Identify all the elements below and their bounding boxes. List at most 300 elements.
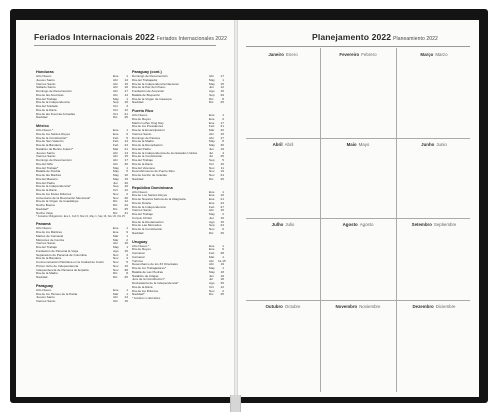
holiday-month: Feb: [209, 204, 215, 209]
holiday-day: 12: [220, 284, 224, 289]
holiday-name: Año Nuevo: [36, 75, 52, 78]
holiday-row: [132, 101, 224, 105]
holiday-name: Jueves Santo: [36, 296, 55, 300]
holiday-name: Día de Las Mercedes: [132, 224, 162, 228]
holiday-month: Ene: [113, 74, 119, 78]
month-cell-label[interactable]: [246, 304, 320, 309]
holiday-month: Ago: [209, 281, 215, 285]
holiday-day: 27: [220, 204, 224, 209]
holiday-row: [36, 116, 128, 120]
holiday-day: 1: [126, 245, 128, 250]
holiday-day: 1: [222, 189, 224, 194]
holiday-month: Nov: [209, 173, 215, 177]
holiday-name: Conmemoración Patriótica en la Ciudad de Colón: [36, 261, 104, 265]
holiday-day: 1: [126, 287, 128, 292]
month-name-es: Octubre: [284, 304, 301, 309]
holiday-name: Año Nuevo: [132, 190, 148, 194]
country-heading: Panamá: [36, 222, 51, 227]
holiday-month: Dic: [113, 115, 118, 120]
holiday-name: Día del Trabajador: [132, 78, 158, 82]
holiday-day: 18: [220, 269, 224, 274]
holiday-name: Jura de la Constitución*: [132, 278, 165, 282]
holiday-day: 24: [124, 203, 128, 207]
month-name-es: Noviembre: [359, 304, 381, 309]
holiday-name: Viernes Santo: [132, 132, 152, 136]
holiday-month: Dic: [113, 206, 118, 211]
holiday-name: Día de la Constitución*: [36, 136, 68, 140]
holiday-name: Viernes Santo: [36, 155, 56, 159]
holiday-day: 25: [124, 115, 128, 120]
holiday-month: Ago: [113, 248, 119, 253]
holiday-day: 5: [222, 158, 224, 162]
holiday-month: May: [209, 139, 215, 144]
grid-divider: [246, 218, 470, 219]
holiday-month: Abr: [113, 158, 118, 162]
holiday-month: Ene: [209, 243, 215, 248]
title-rule: [246, 46, 470, 47]
holiday-month: Nov: [113, 195, 119, 200]
holiday-name: Jueves Santo: [36, 78, 55, 82]
holiday-month: Ene: [209, 120, 215, 125]
holiday-month: Mar: [209, 254, 215, 259]
holiday-month: Ene: [113, 287, 119, 292]
holiday-name: Navidad: [36, 276, 48, 280]
holiday-month: Nov: [209, 169, 215, 174]
holiday-name: Día de la Restauración: [132, 220, 164, 224]
holiday-day: 6: [126, 131, 128, 136]
holiday-month: Oct: [113, 104, 118, 108]
holiday-day: 15: [124, 299, 128, 304]
month-name-es: Febrero: [361, 52, 377, 57]
holiday-day: 28: [220, 251, 224, 255]
holiday-month: Nov: [113, 256, 119, 261]
grid-divider: [246, 300, 470, 301]
holiday-name: Domingo de Resurrección: [132, 75, 168, 78]
holiday-month: Ene: [209, 189, 215, 194]
holiday-month: Ene: [113, 230, 119, 235]
holiday-name: Día de la Independencia de los Estados Unidos: [132, 151, 198, 155]
holiday-day: 19: [220, 273, 224, 278]
month-cell-label[interactable]: [320, 142, 396, 147]
holiday-day: 1: [126, 233, 128, 238]
country-heading: Paraguay (cont.): [132, 70, 162, 74]
holiday-name: Separación de Panamá de Colombia: [36, 253, 87, 257]
holiday-name: Día de la Independencia*: [36, 185, 71, 189]
holiday-day: 16: [220, 215, 224, 220]
holiday-month: Sep: [113, 184, 119, 189]
holiday-day: 24: [220, 200, 224, 205]
holiday-day: 20: [124, 180, 128, 185]
holiday-day: 15: [124, 81, 128, 86]
holiday-month: Abr: [113, 81, 118, 86]
holiday-month: Abr: [113, 241, 118, 246]
holiday-day: 15: [124, 154, 128, 159]
holiday-name: Año Nuevo *: [132, 244, 150, 248]
holiday-month: Feb: [209, 251, 215, 255]
holiday-name: Batalla de Boquerón: [132, 93, 161, 97]
holiday-day: 1: [222, 243, 224, 248]
month-name-pt: Fevereiro: [339, 52, 360, 57]
holiday-name: Viernes Santo: [36, 300, 56, 304]
title-rule: [34, 45, 216, 46]
holiday-name: Navidad*: [132, 293, 145, 297]
holiday-month: Abr: [209, 131, 214, 136]
holiday-month: May: [209, 266, 215, 270]
holiday-day: 17: [124, 89, 128, 93]
holiday-day: 22: [220, 128, 224, 132]
holiday-day: 9: [126, 230, 128, 235]
holiday-day: 5: [126, 260, 128, 265]
holiday-month: Dic: [209, 100, 214, 105]
holiday-day: 21: [124, 111, 128, 116]
holiday-name: Día de las Fuerzas Armadas: [36, 112, 76, 116]
holiday-day: 14: [124, 150, 128, 155]
holiday-name: Día del Trabajo*: [36, 166, 59, 170]
holiday-month: Sep: [209, 158, 215, 162]
holiday-month: Ene: [209, 200, 215, 205]
holiday-day: 1: [222, 254, 224, 259]
month-name-es: Mayo: [358, 142, 370, 147]
holiday-day: 21: [124, 146, 128, 151]
holiday-name: Jueves Santo: [36, 151, 55, 155]
holiday-month: Ene: [209, 247, 215, 252]
month-cell-label[interactable]: [320, 222, 396, 227]
month-name-es: Abril: [284, 142, 294, 147]
holiday-day: 21: [220, 124, 224, 129]
holiday-day: 12: [124, 107, 128, 112]
holiday-day: 15: [220, 208, 224, 213]
month-name-es: Agosto: [359, 222, 374, 227]
country-heading: República Dominicana: [132, 185, 173, 190]
holiday-name: Domingo de Resurrección: [36, 90, 72, 93]
holiday-month: Ago: [209, 89, 215, 93]
month-name-es: Marzo: [435, 52, 448, 57]
holiday-name: Día de la Constitución: [132, 228, 163, 231]
holiday-name: Día de los Fieles Difuntos: [36, 192, 72, 196]
holiday-month: Nov: [113, 267, 119, 272]
holiday-name: Domingo de Resurrección: [36, 159, 72, 162]
holiday-name: Miércoles de Ceniza: [36, 238, 65, 242]
holiday-day: 25: [220, 100, 224, 105]
page-title-right: [312, 32, 438, 42]
holiday-day: 10: [220, 193, 224, 198]
grid-divider: [320, 48, 321, 392]
holiday-month: May: [113, 165, 119, 170]
holiday-month: Ene: [209, 197, 215, 201]
holiday-day: 20: [124, 195, 128, 200]
month-cell-label[interactable]: [396, 52, 472, 57]
holiday-name: Navidad: [132, 177, 144, 181]
holiday-day: 17: [220, 135, 224, 140]
holiday-day: 5: [126, 135, 128, 140]
holiday-name: Año Nuevo: [132, 114, 148, 117]
holiday-day: 15: [220, 131, 224, 136]
holiday-name: Corpus Christi: [132, 216, 152, 220]
page-title-left: [34, 32, 227, 42]
holiday-name: Día de la Madre: [132, 140, 155, 144]
holiday-name: Día de la Paz del Chaco: [132, 86, 166, 90]
holiday-name: Primer Grito de Independencia: [36, 264, 79, 268]
holiday-day: 4: [222, 150, 224, 155]
holiday-month: Abr: [113, 161, 118, 166]
holiday-name: Día de la Constitución: [132, 155, 163, 159]
holiday-month: Abr: [113, 89, 118, 93]
holiday-name: Desembarco de los 33 Orientales: [132, 263, 178, 267]
holiday-name: Día de la Recordación: [132, 144, 163, 147]
holiday-month: Dic: [113, 275, 118, 280]
holiday-day: 1: [222, 266, 224, 270]
holiday-day: 4: [126, 256, 128, 261]
holiday-month: Ene: [209, 116, 215, 121]
holiday-day: 8: [222, 96, 224, 101]
month-cell-label[interactable]: [246, 222, 320, 227]
holiday-day: 6: [222, 227, 224, 231]
holiday-day: 25: [220, 281, 224, 285]
holiday-name: Carnaval: [132, 252, 145, 255]
holiday-month: Dic: [113, 199, 118, 204]
holiday-name: Aniversario de la Revolución Mexicana*: [36, 196, 91, 200]
holiday-month: Abr: [113, 92, 118, 97]
title-text: Planejamento 2022: [312, 32, 392, 42]
holiday-day: 17: [220, 74, 224, 78]
holiday-month: Nov: [209, 165, 215, 170]
month-cell-label[interactable]: [396, 142, 472, 147]
holiday-name: Día de los Mártires: [36, 231, 62, 235]
holiday-day: 12: [124, 199, 128, 204]
holiday-month: Ene: [209, 113, 215, 117]
holiday-row: [132, 178, 224, 182]
holiday-name: Día de la Raza: [36, 189, 57, 192]
holiday-name: Viernes Santo: [132, 209, 152, 213]
month-name-pt: Novembro: [335, 304, 358, 309]
holiday-month: Feb: [113, 139, 119, 144]
holiday-day: 17: [220, 120, 224, 125]
page-left: [16, 20, 234, 397]
holiday-name: Año Nuevo: [36, 227, 52, 231]
holiday-day: 8: [126, 271, 128, 276]
holiday-row: [36, 276, 128, 280]
holiday-note: * Feriados no laborables.: [132, 297, 161, 300]
holiday-day: 15: [124, 100, 128, 105]
holiday-month: May: [113, 176, 119, 181]
holiday-name: Viernes Santo: [36, 82, 56, 86]
holiday-name: Navidad*: [36, 207, 49, 211]
holiday-day: 12: [124, 188, 128, 192]
holiday-month: Abr: [209, 74, 214, 78]
holiday-day: 25: [124, 275, 128, 280]
holiday-day: 1: [126, 165, 128, 170]
holiday-row: [132, 232, 224, 236]
holiday-day: 15: [220, 81, 224, 86]
holiday-day: 12: [220, 85, 224, 90]
holiday-day: 6: [222, 247, 224, 252]
holiday-day: 14: [124, 77, 128, 82]
holiday-month: Ago: [209, 219, 215, 224]
holiday-month: Jun: [209, 273, 214, 278]
month-cell-label[interactable]: [246, 142, 320, 147]
holiday-name: Día de los Héroes de la Patria: [36, 292, 78, 296]
holiday-day: 3: [126, 252, 128, 257]
title-text: Feriados Internacionais 2022: [34, 32, 155, 42]
holiday-name: Día de Reyes: [132, 117, 151, 121]
holiday-month: Jun: [209, 215, 214, 220]
holiday-day: 15: [124, 248, 128, 253]
holiday-day: 15: [220, 219, 224, 224]
holiday-name: Día de la Raza: [132, 162, 153, 166]
subtitle-text: Planeamiento 2022: [393, 36, 438, 42]
holiday-day: 5: [126, 169, 128, 174]
holiday-day: 15: [124, 176, 128, 181]
holiday-day: 19: [220, 146, 224, 151]
holiday-day: 11-15: [218, 258, 226, 263]
holiday-name: Independencia de Panamá de España: [36, 268, 89, 272]
holiday-day: 19: [220, 169, 224, 174]
month-name-pt: Agosto: [342, 222, 358, 227]
holiday-day: 1: [126, 128, 128, 132]
holiday-month: Ene: [113, 128, 119, 132]
holiday-day: 24: [220, 173, 224, 177]
holiday-name: Día de las Américas: [36, 93, 64, 97]
holiday-month: Ene: [113, 226, 119, 231]
month-name-es: Diciembre: [435, 304, 456, 309]
holiday-name: Día del Padre: [36, 181, 55, 185]
month-name-pt: Maio: [346, 142, 357, 147]
holiday-month: Nov: [113, 260, 119, 265]
holiday-month: Jun: [209, 146, 214, 151]
holiday-day: 1: [126, 226, 128, 231]
holiday-day: 16: [124, 85, 128, 90]
holiday-month: Feb: [113, 135, 119, 140]
holiday-month: Abr: [113, 154, 118, 159]
holiday-name: Sábado Santo: [36, 86, 56, 90]
month-cell-label[interactable]: [246, 52, 320, 57]
month-cell-label[interactable]: [396, 304, 472, 309]
holiday-name: Descubrimiento de Puerto Rico: [132, 170, 175, 174]
holiday-day: 19: [220, 262, 224, 267]
holiday-month: Jul: [209, 150, 213, 155]
holiday-name: Día de la Independencia: [132, 205, 166, 209]
holiday-name: Día de Los Santos Reyes: [132, 194, 168, 198]
holiday-name: Declaratoria de la Independencia*: [132, 282, 179, 285]
holiday-day: 14: [124, 92, 128, 97]
holiday-day: 28: [124, 267, 128, 272]
holiday-month: Nov: [209, 288, 215, 293]
month-name-pt: Setembro: [411, 222, 432, 227]
holiday-name: Día del Trabajo: [36, 246, 57, 250]
holiday-name: Día de Reyes: [132, 248, 151, 252]
grid-divider: [396, 48, 397, 392]
month-name-pt: Março: [420, 52, 434, 57]
holiday-row: [36, 300, 128, 304]
holiday-day: 2: [126, 191, 128, 196]
month-cell-label[interactable]: [320, 52, 396, 57]
holiday-day: 14: [124, 139, 128, 144]
holiday-month: Jul: [209, 277, 213, 282]
holiday-name: Día del Niño: [36, 162, 54, 166]
holiday-column-2: [132, 70, 224, 300]
holiday-day: 11: [220, 165, 224, 170]
holiday-name: Navidad: [36, 116, 48, 120]
holiday-month: Sep: [209, 92, 215, 97]
holiday-month: Abr: [113, 299, 118, 304]
holiday-month: May: [209, 81, 215, 86]
holiday-name: Viernes Santo: [36, 242, 56, 246]
holiday-month: Abr: [113, 85, 118, 90]
country-heading: Honduras: [36, 70, 54, 74]
holiday-day: 1: [126, 291, 128, 296]
holiday-name: Día de las Madres: [36, 174, 62, 177]
holiday-month: Oct: [209, 161, 214, 166]
holiday-month: Oct: [113, 107, 118, 112]
holiday-name: Batalla de Las Piedras: [132, 270, 163, 274]
holiday-name: Batalla de Puebla: [36, 170, 61, 174]
bookmark-ribbon[interactable]: [230, 395, 241, 412]
holiday-name: Día de Acción de Gracias: [132, 174, 167, 177]
holiday-day: 2: [222, 212, 224, 216]
holiday-name: Día de Nuestra Señora de la Altagracia: [132, 198, 186, 201]
holiday-day: 25: [220, 230, 224, 235]
month-name-pt: Julho: [271, 222, 284, 227]
holiday-day: 24: [220, 223, 224, 228]
holiday-day: 10: [124, 263, 128, 268]
country-heading: México: [36, 124, 49, 128]
holiday-month: Sep: [209, 223, 215, 228]
holiday-month: Dic: [113, 271, 118, 276]
holiday-month: Mar: [113, 146, 119, 151]
month-name-es: Junio: [436, 142, 447, 147]
holiday-name: Martes de Carnaval: [36, 234, 63, 238]
holiday-name: Año Nuevo *: [36, 129, 54, 132]
holiday-month: Abr: [209, 135, 214, 140]
holiday-name: Carnaval: [132, 255, 145, 259]
holiday-name: Día de la Raza: [132, 285, 153, 289]
holiday-month: May: [113, 245, 119, 250]
holiday-day: 25: [220, 176, 224, 181]
holiday-month: Abr: [113, 150, 118, 155]
holiday-month: Abr: [209, 208, 214, 213]
holiday-day: 15: [124, 241, 128, 246]
month-name-pt: Abril: [272, 142, 283, 147]
month-cell-label[interactable]: [396, 222, 472, 227]
holiday-month: Oct: [113, 111, 118, 116]
holiday-day: 1: [126, 96, 128, 101]
holiday-day: 25: [220, 154, 224, 159]
holiday-name: Fundación de Asunción: [132, 90, 165, 93]
holiday-name: Día del Padre: [132, 147, 151, 151]
holiday-day: 29: [220, 92, 224, 97]
holiday-month: Abr: [113, 295, 118, 300]
holiday-day: 8: [222, 139, 224, 144]
month-name-pt: Junho: [421, 142, 435, 147]
holiday-name: Día de los Trabajadores*: [132, 267, 167, 270]
holiday-name: Día de la Independencia Nacional: [132, 82, 179, 86]
holiday-month: Dic: [209, 176, 214, 181]
holiday-name: Día del Maestro: [36, 177, 58, 181]
holiday-month: May: [113, 173, 119, 177]
holiday-month: May: [209, 212, 215, 216]
holiday-name: Noche Buena: [36, 204, 55, 207]
holiday-day: 3: [126, 104, 128, 108]
holiday-name: Fundación de Panamá la Vieja: [36, 249, 79, 253]
holiday-month: May: [209, 77, 215, 82]
holiday-name: Día de la Bandera: [36, 144, 61, 147]
holiday-name: Día de San Valentín: [36, 140, 64, 144]
holiday-name: Año Nuevo: [36, 288, 52, 292]
holiday-day: 2: [126, 237, 128, 242]
month-cell-label[interactable]: [320, 304, 396, 309]
holiday-name: Navidad: [132, 231, 144, 235]
holiday-name: Día de la Virgen de Caacupé: [132, 97, 172, 101]
